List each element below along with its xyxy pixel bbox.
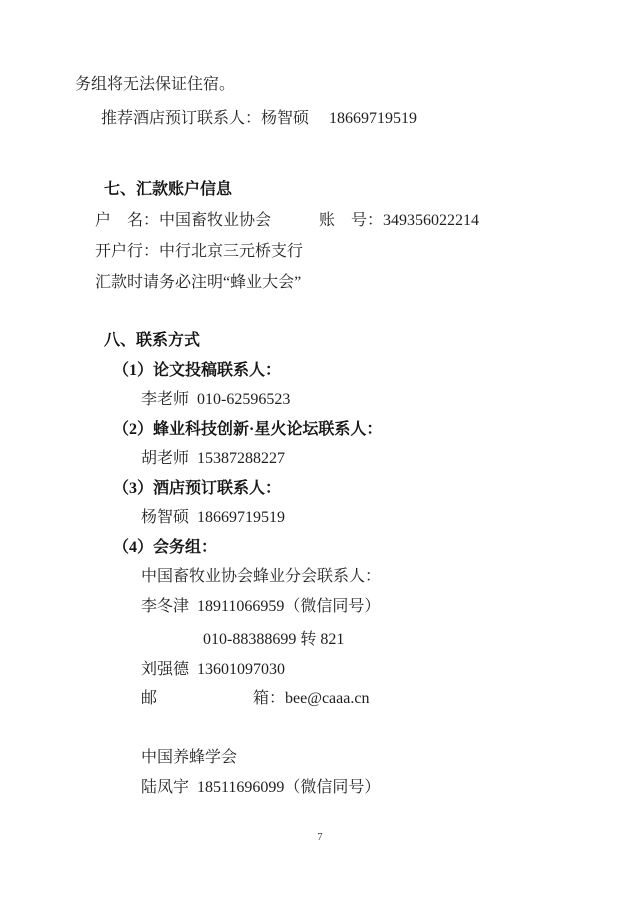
hotel-booking-contact-line: 推荐酒店预订联系人：杨智硕 18669719519 (101, 110, 418, 127)
page-number: 7 (317, 832, 323, 843)
apicultural-society-name: 中国养蜂学会 (141, 749, 238, 766)
contact-li-dongjin-landline: 010-88388699 转 821 (203, 631, 345, 648)
hotel-contact-label: （3）酒店预订联系人： (113, 479, 282, 497)
forum-contact: 胡老师 15387288227 (141, 450, 286, 467)
paper-submission-contact-label: （1）论文投稿联系人： (113, 361, 282, 379)
email-line: 邮 箱：bee@caaa.cn (141, 690, 370, 707)
blank-spacer-line (75, 714, 570, 744)
contact-lu-fengyu: 陆凤宇 18511696099（微信同号） (141, 778, 381, 796)
forum-contact-label: （2）蜂业科技创新·星火论坛联系人： (113, 420, 383, 438)
remittance-note-line: 汇款时请务必注明“蜂业大会” (95, 274, 302, 291)
paper-submission-contact: 李老师 010-62596523 (141, 391, 291, 408)
hotel-contact: 杨智硕 18669719519 (141, 509, 286, 526)
intro-continuation-line: 务组将无法保证住宿。 (75, 76, 236, 93)
contact-li-dongjin: 李冬津 18911066959（微信同号） (141, 597, 381, 615)
account-name-number-line: 户 名：中国畜牧业协会 账 号：349356022214 (95, 212, 480, 229)
organizing-committee-label: （4）会务组： (113, 538, 218, 556)
section8-heading: 八、联系方式 (104, 332, 201, 349)
contact-liu-qiangde: 刘强德 13601097030 (141, 660, 286, 678)
bank-branch-line: 开户行：中行北京三元桥支行 (95, 243, 304, 260)
caaa-bee-branch-contact-title: 中国畜牧业协会蜂业分会联系人： (141, 568, 382, 585)
section7-heading: 七、汇款账户信息 (104, 181, 233, 198)
